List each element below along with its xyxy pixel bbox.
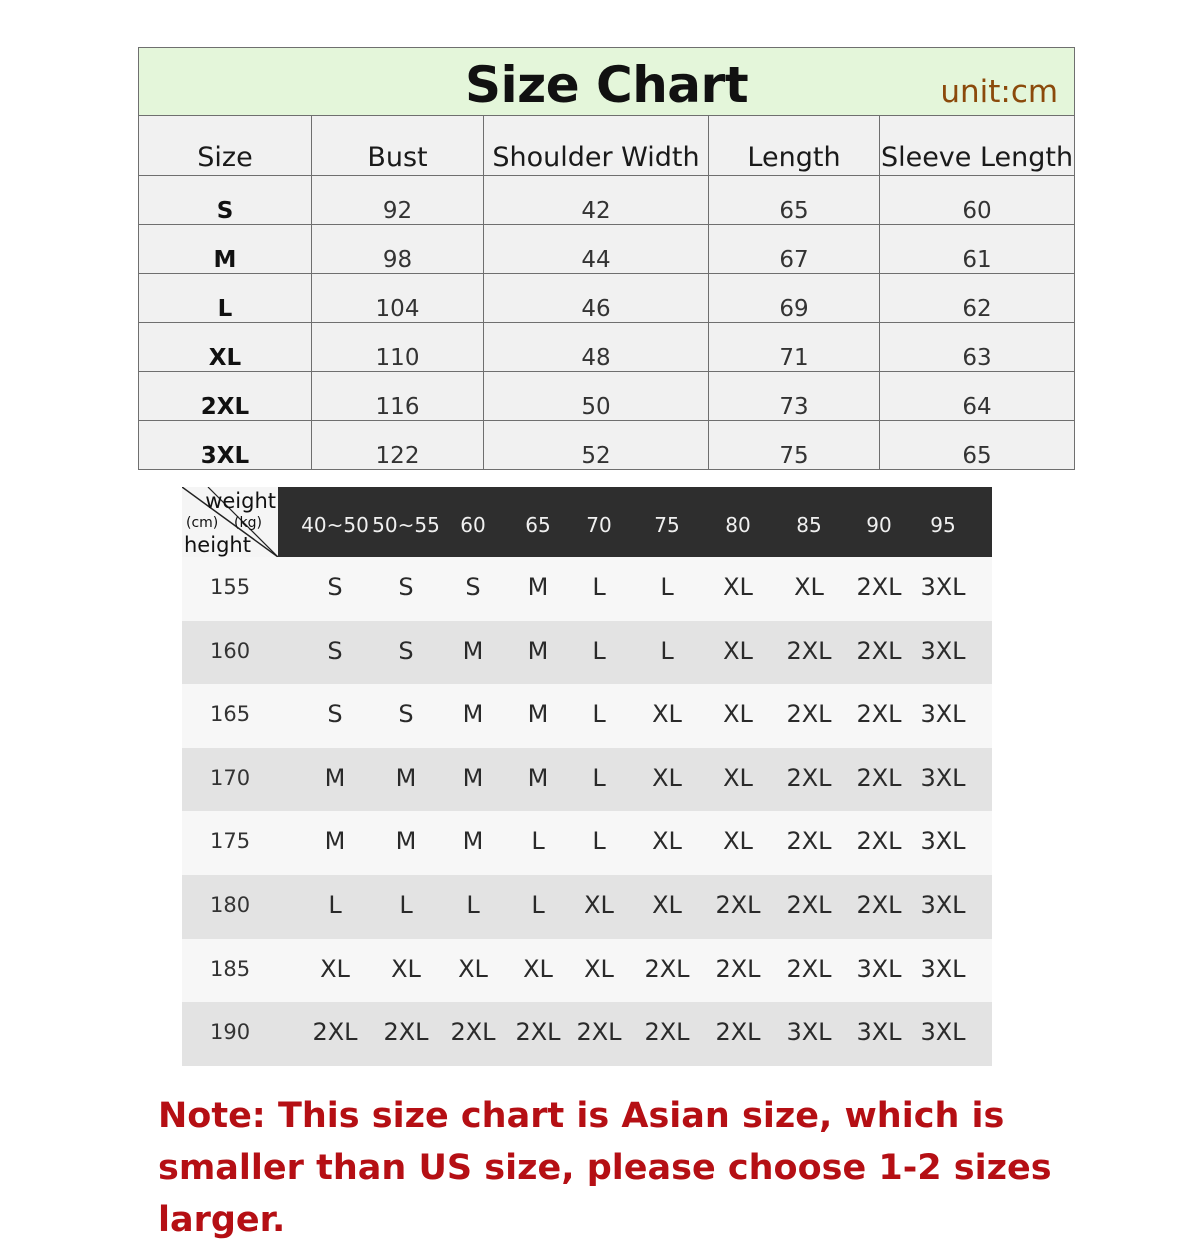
recommended-size-cell: S bbox=[398, 573, 414, 601]
corner-cm-label: (cm) bbox=[186, 515, 219, 531]
height-row-label: 185 bbox=[210, 956, 251, 981]
recommended-size-cell: 3XL bbox=[920, 1018, 966, 1047]
recommended-size-cell: 2XL bbox=[312, 1018, 358, 1047]
recommended-size-cell: L bbox=[399, 890, 413, 919]
column-header: Bust bbox=[312, 116, 484, 176]
recommended-size-cell: L bbox=[660, 636, 674, 665]
weight-column-label: 50~55 bbox=[372, 513, 440, 537]
recommended-size-cell: L bbox=[531, 890, 545, 919]
sizing-note: Note: This size chart is Asian size, which is smaller than US size, please choose 1-2 sizes larger. bbox=[158, 1096, 1052, 1240]
corner-height-label: height bbox=[184, 533, 251, 557]
recommended-size-cell: 3XL bbox=[786, 1018, 832, 1047]
recommended-size-cell: M bbox=[324, 827, 346, 856]
column-header: Size bbox=[139, 116, 312, 176]
recommended-size-cell: S bbox=[465, 573, 481, 601]
recommended-size-cell: 3XL bbox=[920, 890, 966, 919]
recommended-size-cell: M bbox=[527, 763, 549, 792]
weight-column-label: 80 bbox=[725, 513, 751, 537]
recommended-size-cell: 2XL bbox=[856, 763, 902, 792]
recommended-size-cell: M bbox=[462, 700, 484, 729]
recommended-size-cell: 2XL bbox=[786, 890, 832, 919]
weight-column-label: 95 bbox=[930, 513, 956, 537]
table-header-row bbox=[139, 116, 1075, 176]
recommended-size-cell: XL bbox=[723, 573, 753, 601]
grid-row bbox=[182, 875, 992, 939]
height-row-label: 170 bbox=[210, 765, 251, 790]
recommended-size-cell: 2XL bbox=[786, 700, 832, 729]
measurement-cell: 52 bbox=[484, 421, 709, 470]
recommended-size-cell: M bbox=[527, 573, 549, 601]
recommended-size-cell: XL bbox=[723, 827, 753, 856]
measurement-cell: 50 bbox=[484, 372, 709, 421]
measurement-cell: 67 bbox=[709, 225, 880, 274]
height-row-label: 155 bbox=[210, 575, 251, 599]
grid-row bbox=[182, 811, 992, 875]
recommended-size-cell: 2XL bbox=[715, 890, 761, 919]
measurement-cell: 104 bbox=[312, 274, 484, 323]
recommended-size-cell: 2XL bbox=[644, 1018, 690, 1047]
chart-title: Size Chart bbox=[464, 56, 749, 114]
recommended-size-cell: 2XL bbox=[786, 763, 832, 792]
table-row bbox=[139, 274, 1075, 323]
corner-weight-label: weight bbox=[205, 489, 276, 513]
grid-row bbox=[182, 939, 992, 1003]
measurement-cell: 73 bbox=[709, 372, 880, 421]
measurement-cell: 122 bbox=[312, 421, 484, 470]
recommended-size-cell: 2XL bbox=[383, 1018, 429, 1047]
recommended-size-cell: XL bbox=[652, 890, 682, 919]
recommended-size-cell: 3XL bbox=[920, 954, 966, 983]
recommended-size-cell: XL bbox=[723, 700, 753, 729]
size-label-cell: L bbox=[139, 274, 312, 323]
recommended-size-cell: S bbox=[327, 700, 343, 729]
height-row-label: 190 bbox=[210, 1020, 251, 1045]
recommended-size-cell: 2XL bbox=[856, 636, 902, 665]
measurement-cell: 71 bbox=[709, 323, 880, 372]
measurement-cell: 44 bbox=[484, 225, 709, 274]
recommended-size-cell: S bbox=[398, 700, 414, 729]
measurement-cell: 42 bbox=[484, 176, 709, 225]
height-weight-size-grid bbox=[182, 487, 992, 1066]
measurement-cell: 116 bbox=[312, 372, 484, 421]
measurement-cell: 48 bbox=[484, 323, 709, 372]
recommended-size-cell: M bbox=[462, 827, 484, 856]
weight-column-label: 40~50 bbox=[301, 513, 369, 537]
corner-kg-label: (kg) bbox=[234, 515, 262, 531]
height-row-label: 175 bbox=[210, 829, 251, 854]
recommended-size-cell: L bbox=[592, 827, 606, 856]
measurement-cell: 60 bbox=[880, 176, 1075, 225]
grid-row bbox=[182, 1002, 992, 1066]
column-header: Length bbox=[709, 116, 880, 176]
recommended-size-cell: L bbox=[592, 763, 606, 792]
recommended-size-cell: XL bbox=[458, 954, 488, 983]
recommended-size-cell: L bbox=[531, 827, 545, 856]
size-label-cell: 2XL bbox=[139, 372, 312, 421]
recommended-size-cell: L bbox=[660, 573, 674, 601]
grid-row bbox=[182, 684, 992, 748]
recommended-size-cell: XL bbox=[391, 954, 421, 983]
recommended-size-cell: L bbox=[466, 890, 480, 919]
measurement-cell: 69 bbox=[709, 274, 880, 323]
grid-row bbox=[182, 748, 992, 812]
size-label-cell: M bbox=[139, 225, 312, 274]
recommended-size-cell: M bbox=[527, 636, 549, 665]
recommended-size-cell: S bbox=[327, 573, 343, 601]
recommended-size-cell: 3XL bbox=[920, 700, 966, 729]
recommended-size-cell: M bbox=[395, 827, 417, 856]
recommended-size-cell: 3XL bbox=[856, 954, 902, 983]
column-header: Shoulder Width bbox=[484, 116, 709, 176]
recommended-size-cell: M bbox=[462, 636, 484, 665]
measurement-cell: 92 bbox=[312, 176, 484, 225]
table-row bbox=[139, 372, 1075, 421]
recommended-size-cell: M bbox=[462, 763, 484, 792]
weight-column-label: 70 bbox=[586, 513, 612, 537]
recommended-size-cell: 2XL bbox=[856, 827, 902, 856]
table-row bbox=[139, 421, 1075, 470]
recommended-size-cell: XL bbox=[723, 763, 753, 792]
recommended-size-cell: M bbox=[324, 763, 346, 792]
measurement-cell: 65 bbox=[880, 421, 1075, 470]
table-row bbox=[139, 176, 1075, 225]
recommended-size-cell: 2XL bbox=[856, 700, 902, 729]
weight-column-label: 65 bbox=[525, 513, 551, 537]
weight-column-label: 90 bbox=[866, 513, 892, 537]
size-measurement-table bbox=[138, 47, 1075, 470]
recommended-size-cell: 3XL bbox=[920, 636, 966, 665]
grid-row bbox=[182, 557, 992, 621]
recommended-size-cell: XL bbox=[652, 827, 682, 856]
weight-column-label: 75 bbox=[654, 513, 680, 537]
recommended-size-cell: 2XL bbox=[515, 1018, 561, 1047]
grid-row bbox=[182, 621, 992, 685]
measurement-cell: 61 bbox=[880, 225, 1075, 274]
recommended-size-cell: 2XL bbox=[786, 827, 832, 856]
recommended-size-cell: L bbox=[592, 700, 606, 729]
recommended-size-cell: XL bbox=[584, 954, 614, 983]
recommended-size-cell: 3XL bbox=[856, 1018, 902, 1047]
recommended-size-cell: 2XL bbox=[786, 954, 832, 983]
recommended-size-cell: 2XL bbox=[576, 1018, 622, 1047]
recommended-size-cell: M bbox=[527, 700, 549, 729]
measurement-cell: 64 bbox=[880, 372, 1075, 421]
table-row bbox=[139, 323, 1075, 372]
height-row-label: 180 bbox=[210, 892, 251, 917]
weight-header-row bbox=[182, 487, 992, 557]
recommended-size-cell: 3XL bbox=[920, 573, 966, 601]
size-label-cell: 3XL bbox=[139, 421, 312, 470]
measurement-cell: 65 bbox=[709, 176, 880, 225]
recommended-size-cell: XL bbox=[794, 573, 824, 601]
measurement-cell: 62 bbox=[880, 274, 1075, 323]
title-row bbox=[139, 48, 1075, 116]
recommended-size-cell: XL bbox=[320, 954, 350, 983]
corner-cell bbox=[182, 487, 280, 557]
recommended-size-cell: XL bbox=[723, 636, 753, 665]
weight-column-label: 85 bbox=[796, 513, 822, 537]
recommended-size-cell: 2XL bbox=[786, 636, 832, 665]
recommended-size-cell: S bbox=[398, 636, 414, 665]
unit-label: unit:cm bbox=[940, 74, 1059, 110]
recommended-size-cell: M bbox=[395, 763, 417, 792]
column-header: Sleeve Length bbox=[880, 116, 1075, 176]
measurement-cell: 63 bbox=[880, 323, 1075, 372]
recommended-size-cell: XL bbox=[652, 700, 682, 729]
recommended-size-cell: L bbox=[592, 636, 606, 665]
measurement-cell: 46 bbox=[484, 274, 709, 323]
recommended-size-cell: 3XL bbox=[920, 763, 966, 792]
recommended-size-cell: 2XL bbox=[715, 1018, 761, 1047]
recommended-size-cell: XL bbox=[584, 890, 614, 919]
recommended-size-cell: 2XL bbox=[856, 890, 902, 919]
recommended-size-cell: 2XL bbox=[644, 954, 690, 983]
size-label-cell: XL bbox=[139, 323, 312, 372]
recommended-size-cell: 2XL bbox=[856, 573, 902, 601]
recommended-size-cell: L bbox=[328, 890, 342, 919]
measurement-cell: 75 bbox=[709, 421, 880, 470]
table-row bbox=[139, 225, 1075, 274]
recommended-size-cell: XL bbox=[523, 954, 553, 983]
height-row-label: 165 bbox=[210, 702, 251, 727]
weight-column-label: 60 bbox=[460, 513, 486, 537]
recommended-size-cell: XL bbox=[652, 763, 682, 792]
recommended-size-cell: 3XL bbox=[920, 827, 966, 856]
measurement-cell: 98 bbox=[312, 225, 484, 274]
measurement-cell: 110 bbox=[312, 323, 484, 372]
height-row-label: 160 bbox=[210, 638, 251, 663]
recommended-size-cell: L bbox=[592, 573, 606, 601]
recommended-size-cell: 2XL bbox=[715, 954, 761, 983]
recommended-size-cell: 2XL bbox=[450, 1018, 496, 1047]
size-label-cell: S bbox=[139, 176, 312, 225]
recommended-size-cell: S bbox=[327, 636, 343, 665]
